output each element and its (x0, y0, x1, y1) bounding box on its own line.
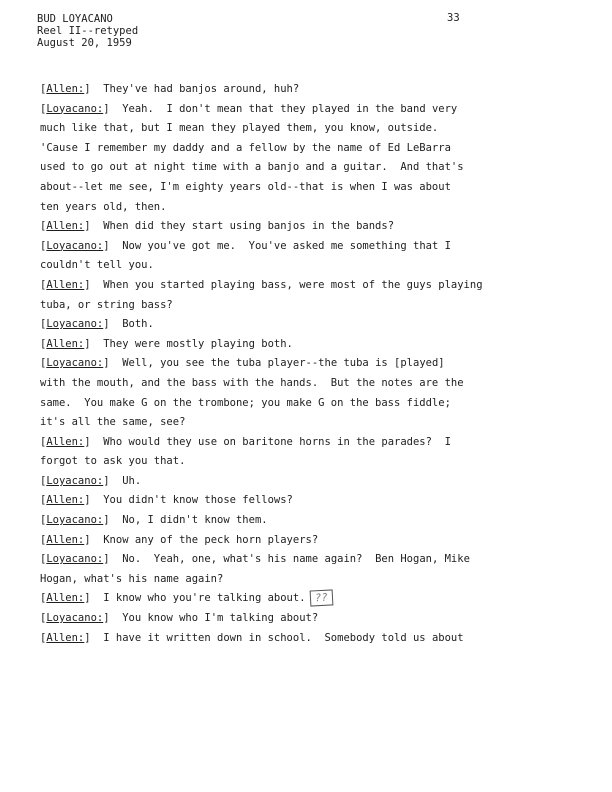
document-header (37, 13, 138, 49)
line-text: used to go out at night time with a banjo and a guitar. And that's (40, 161, 464, 174)
dialogue-line: [Loyacano:] Now you've got me. You've asked me something that I (40, 239, 451, 252)
continuation-line (40, 256, 600, 276)
dialogue-line: [Allen:] I have it written down in school. Somebody told us about (40, 631, 464, 644)
dialogue-line: [Allen:] I know who you're talking about. ?? (40, 589, 600, 609)
continuation-line (40, 413, 600, 433)
line-text: Who would they use on baritone horns in the parades? I (103, 435, 451, 448)
speaker-label: Allen: (46, 435, 85, 448)
page-number: 33 (447, 12, 460, 24)
line-text: tuba, or string bass? (40, 298, 173, 311)
dialogue-line: [Allen:] Know any of the peck horn players? (40, 533, 319, 546)
line-text: You didn't know those fellows? (103, 494, 293, 507)
dialogue-line: [Loyacano:] Yeah. I don't mean that they played in the band very (40, 102, 458, 115)
line-text: it's all the same, see? (40, 416, 186, 429)
line-text: 'Cause I remember my daddy and a fellow by the name of Ed LeBarra (40, 141, 451, 154)
line-text: same. You make G on the trombone; you make G on the bass fiddle; (40, 396, 451, 409)
continuation-line (40, 198, 600, 218)
dialogue-line: [Allen:] When did they start using banjos in the bands? (40, 220, 395, 233)
line-text: I have it written down in school. Somebody told us about (103, 631, 464, 644)
handwritten-annotation: ?? (309, 590, 332, 607)
line-text: When you started playing bass, were most of the guys playing (103, 278, 483, 291)
continuation-line (40, 178, 600, 198)
dialogue-line: [Loyacano:] Well, you see the tuba player--the tuba is [played] (40, 357, 445, 370)
dialogue-line: [Allen:] They've had banjos around, huh? (40, 83, 300, 95)
speaker-label: Loyacano: (46, 474, 104, 487)
line-text: Yeah. I don't mean that they played in the band very (122, 102, 458, 115)
line-text: Well, you see the tuba player--the tuba is [played] (122, 357, 445, 370)
line-text: forgot to ask you that. (40, 455, 186, 468)
dialogue-line: [Loyacano:] You know who I'm talking about? (40, 612, 319, 625)
speaker-label: Loyacano: (46, 357, 104, 370)
speaker-label: Allen: (46, 83, 85, 95)
header-reel: Reel II--retyped (37, 25, 139, 37)
line-text: Know any of the peck horn players? (103, 533, 319, 546)
speaker-label: Allen: (46, 494, 85, 507)
speaker-label: Loyacano: (46, 318, 104, 331)
line-text: ten years old, then. (40, 200, 167, 213)
line-text: They were mostly playing both. (103, 337, 293, 350)
speaker-label: Allen: (46, 278, 85, 291)
continuation-line (40, 158, 600, 178)
speaker-label: Loyacano: (46, 553, 104, 566)
speaker-label: Allen: (46, 631, 85, 644)
line-text: couldn't tell you. (40, 259, 154, 272)
dialogue-line: [Loyacano:] Uh. (40, 474, 142, 487)
continuation-line (40, 394, 600, 414)
speaker-label: Loyacano: (46, 514, 104, 527)
line-text: No. Yeah, one, what's his name again? Ben Hogan, Mike (122, 553, 470, 566)
speaker-label: Loyacano: (46, 612, 104, 625)
speaker-label: Allen: (46, 533, 85, 546)
line-text: Hogan, what's his name again? (40, 572, 224, 585)
header-name: BUD LOYACANO (37, 13, 113, 25)
line-text: I know who you're talking about. (103, 592, 306, 605)
continuation-line (40, 139, 600, 159)
dialogue-line: [Allen:] You didn't know those fellows? (40, 494, 293, 507)
continuation-line (40, 374, 600, 394)
line-text: much like that, but I mean they played them, you know, outside. (40, 122, 439, 135)
line-text: Uh. (122, 474, 142, 487)
dialogue-line: [Loyacano:] No. Yeah, one, what's his name again? Ben Hogan, Mike (40, 553, 470, 566)
continuation-line (40, 119, 600, 139)
line-text: about--let me see, I'm eighty years old--that is when I was about (40, 180, 451, 193)
line-text: No, I didn't know them. (122, 514, 268, 527)
line-text: Both. (122, 318, 154, 331)
speaker-label: Loyacano: (46, 239, 104, 252)
dialogue-line: [Allen:] When you started playing bass, were most of the guys playing (40, 278, 483, 291)
speaker-label: Allen: (46, 337, 85, 350)
dialogue-line: [Allen:] Who would they use on baritone horns in the parades? I (40, 435, 451, 448)
speaker-label: Allen: (46, 220, 85, 233)
line-text: Now you've got me. You've asked me something that I (122, 239, 451, 252)
header-date: August 20, 1959 (37, 37, 132, 49)
line-text: You know who I'm talking about? (122, 612, 319, 625)
transcript-body (40, 80, 600, 648)
continuation-line (40, 452, 600, 472)
line-text: They've had banjos around, huh? (103, 83, 300, 95)
speaker-label: Allen: (46, 592, 85, 605)
continuation-line (40, 570, 600, 590)
dialogue-line: [Loyacano:] No, I didn't know them. (40, 514, 268, 527)
dialogue-line: [Allen:] They were mostly playing both. (40, 337, 293, 350)
continuation-line (40, 296, 600, 316)
line-text: When did they start using banjos in the bands? (103, 220, 395, 233)
speaker-label: Loyacano: (46, 102, 104, 115)
dialogue-line: [Loyacano:] Both. (40, 318, 154, 331)
line-text: with the mouth, and the bass with the hands. But the notes are the (40, 376, 464, 389)
